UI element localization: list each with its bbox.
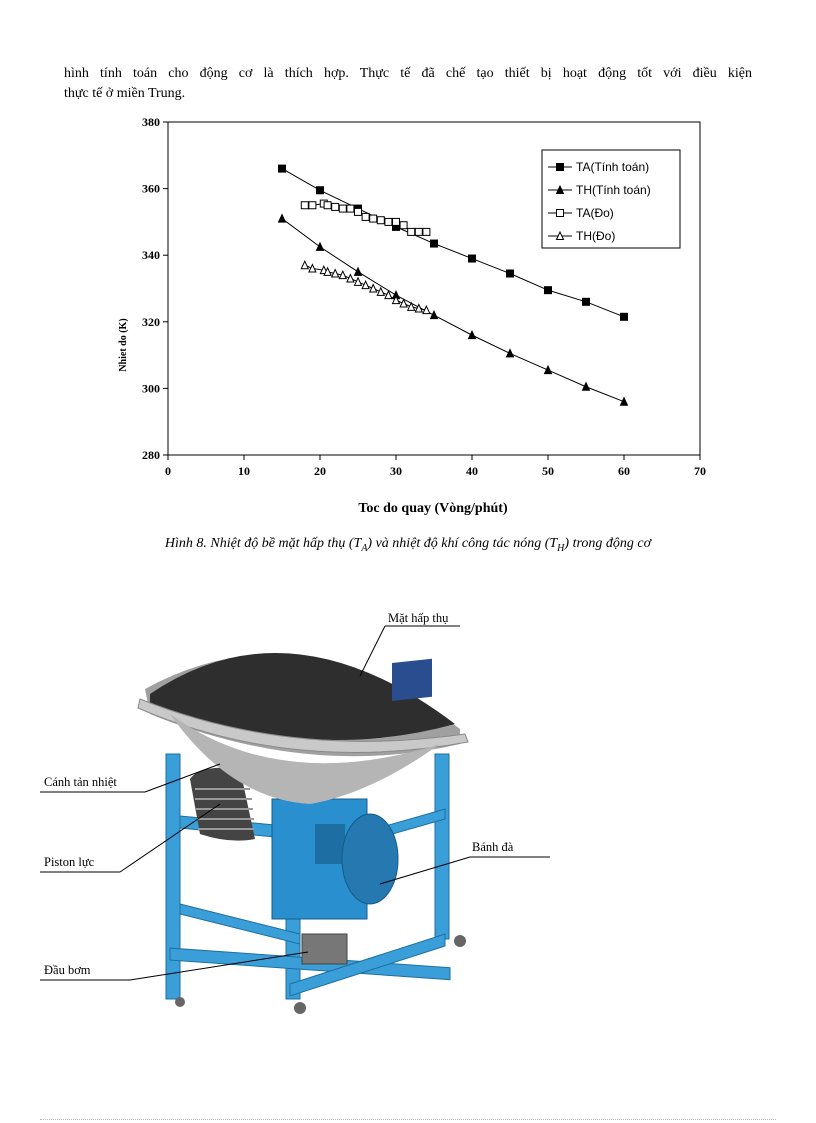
x-tick-label: 0 bbox=[165, 464, 171, 478]
data-point bbox=[507, 270, 514, 277]
caption-sub-b: H bbox=[557, 542, 565, 554]
data-point bbox=[621, 398, 628, 406]
data-point bbox=[362, 213, 369, 220]
legend-label: TH(Đo) bbox=[576, 229, 616, 243]
data-point bbox=[347, 205, 354, 212]
data-point bbox=[347, 275, 354, 283]
label-flywheel: Bánh đà bbox=[472, 840, 514, 854]
data-point bbox=[507, 349, 514, 357]
data-point bbox=[393, 218, 400, 225]
paragraph-line-1: hình tính toán cho động cơ là thích hợp. Thực tế đã chế tạo thiết bị hoạt động tốt với điều kiện bbox=[64, 66, 752, 81]
y-tick-label: 380 bbox=[142, 115, 160, 129]
data-point bbox=[621, 313, 628, 320]
caption-text-b: ) và nhiệt độ khí công tác nóng (T bbox=[367, 536, 558, 551]
data-point bbox=[469, 331, 476, 339]
data-point bbox=[377, 288, 384, 296]
data-point bbox=[309, 202, 316, 209]
y-tick-label: 360 bbox=[142, 181, 160, 196]
x-tick-label: 20 bbox=[314, 464, 326, 478]
data-point bbox=[279, 165, 286, 172]
legend-marker bbox=[557, 164, 564, 171]
data-point bbox=[317, 243, 324, 251]
wheel-icon bbox=[175, 997, 185, 1007]
x-axis-label: Toc do quay (Vòng/phút) bbox=[358, 501, 508, 516]
data-point bbox=[370, 285, 377, 293]
x-tick-label: 70 bbox=[694, 464, 706, 478]
data-point bbox=[317, 187, 324, 194]
data-point bbox=[583, 383, 590, 391]
paragraph-line-2: thực tế ở miền Trung. bbox=[64, 86, 186, 101]
name-plate bbox=[392, 659, 432, 701]
label-pump: Đầu bơm bbox=[44, 963, 91, 977]
engine-photo bbox=[40, 604, 600, 1024]
legend-label: TA(Đo) bbox=[576, 206, 614, 220]
data-point bbox=[301, 261, 308, 269]
data-point bbox=[377, 217, 384, 224]
figure-caption bbox=[0, 536, 816, 554]
caption-text-a: Hình 8. Nhiệt độ bề mặt hấp thụ (T bbox=[164, 536, 362, 551]
y-axis-label: Nhiet do (K) bbox=[118, 318, 129, 372]
data-point bbox=[431, 240, 438, 247]
body-paragraph bbox=[64, 64, 752, 104]
data-point bbox=[339, 205, 346, 212]
data-point bbox=[309, 265, 316, 273]
legend-label: TH(Tính toán) bbox=[576, 183, 651, 197]
data-point bbox=[324, 202, 331, 209]
data-point bbox=[415, 228, 422, 235]
label-fins: Cánh tản nhiệt bbox=[44, 775, 117, 789]
x-tick-label: 50 bbox=[542, 464, 554, 478]
label-piston: Piston lực bbox=[44, 855, 95, 869]
x-tick-label: 10 bbox=[238, 464, 250, 478]
wheel-icon bbox=[454, 935, 466, 947]
caption-sub-a: A bbox=[361, 542, 368, 554]
data-point bbox=[408, 228, 415, 235]
legend-marker bbox=[557, 210, 564, 217]
data-point bbox=[301, 202, 308, 209]
data-point bbox=[385, 218, 392, 225]
data-point bbox=[583, 298, 590, 305]
data-point bbox=[355, 268, 362, 276]
wheel-icon bbox=[294, 1002, 306, 1014]
data-point bbox=[355, 278, 362, 286]
y-tick-label: 300 bbox=[142, 381, 160, 396]
x-tick-label: 60 bbox=[618, 464, 630, 478]
data-point bbox=[545, 366, 552, 373]
label-absorber: Mặt hấp thụ bbox=[388, 611, 449, 625]
temperature-chart bbox=[100, 112, 720, 522]
data-point bbox=[423, 228, 430, 235]
data-point bbox=[355, 208, 362, 215]
y-tick-label: 340 bbox=[142, 248, 160, 263]
series-3 bbox=[301, 261, 430, 313]
caption-text-c: ) trong động cơ bbox=[564, 536, 652, 551]
data-point bbox=[469, 255, 476, 262]
data-point bbox=[332, 203, 339, 210]
data-point bbox=[362, 281, 369, 289]
series-2 bbox=[301, 200, 430, 235]
data-point bbox=[400, 222, 407, 229]
y-tick-label: 320 bbox=[142, 314, 160, 329]
data-point bbox=[431, 311, 438, 319]
data-point bbox=[279, 215, 286, 223]
legend-label: TA(Tính toán) bbox=[576, 160, 650, 174]
y-tick-label: 280 bbox=[142, 448, 160, 462]
x-tick-label: 40 bbox=[466, 464, 478, 478]
data-point bbox=[545, 287, 552, 294]
absorber-dome bbox=[138, 653, 468, 804]
data-point bbox=[370, 215, 377, 222]
footer-rule bbox=[40, 1119, 776, 1120]
legend bbox=[542, 150, 680, 248]
x-tick-label: 30 bbox=[390, 464, 402, 478]
